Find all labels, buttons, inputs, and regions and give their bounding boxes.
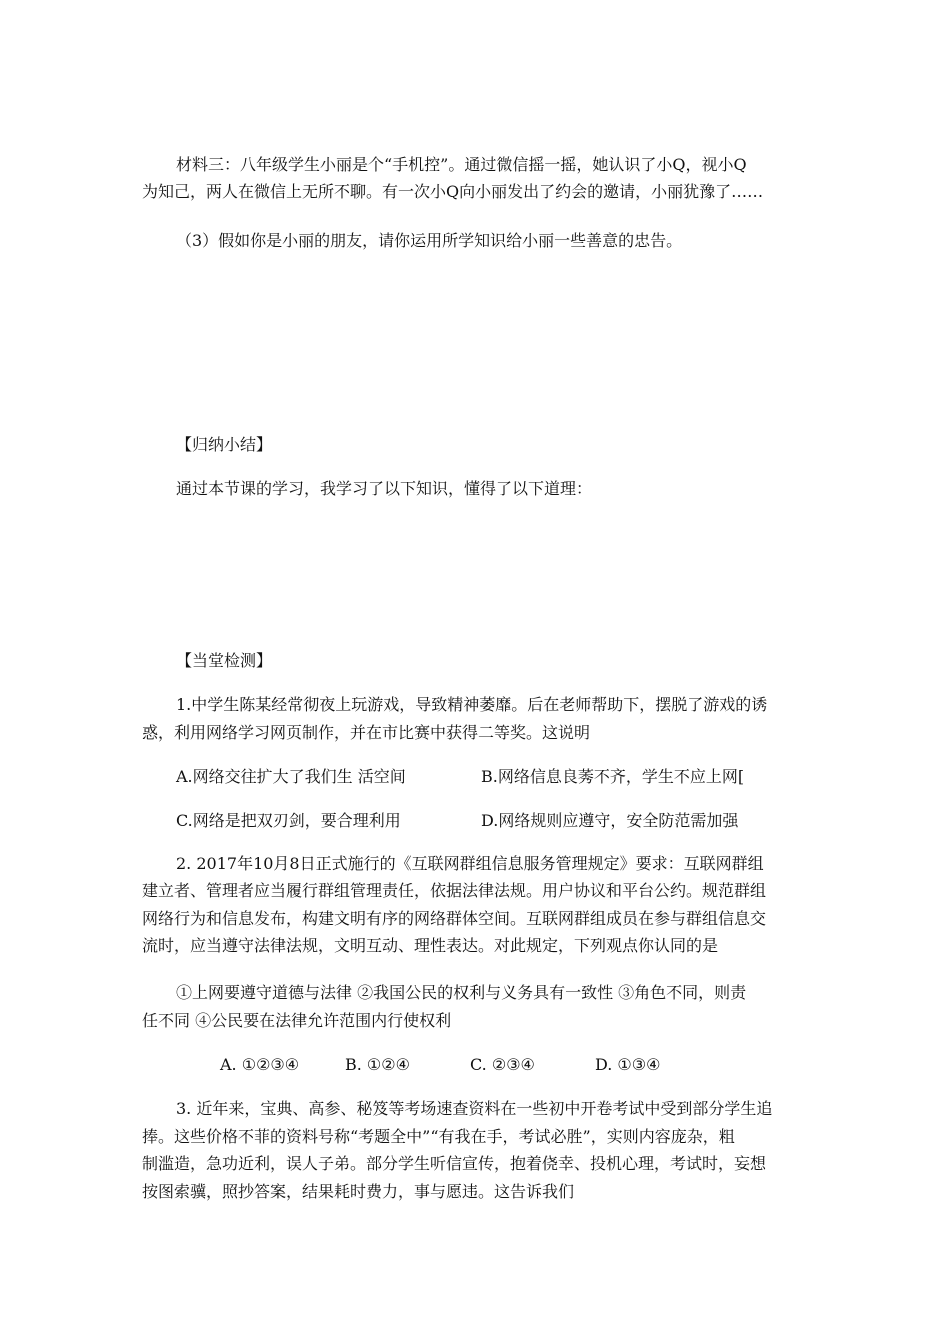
q2-option-a: A. ①②③④: [220, 1055, 300, 1074]
q2-options: [220, 1054, 720, 1076]
q1-options-row1: [176, 766, 816, 788]
q1-option-c: C.网络是把双刃剑，要合理利用: [176, 811, 401, 830]
question3: （3）假如你是小丽的朋友，请你运用所学知识给小丽一些善意的忠告。: [176, 231, 683, 250]
q2-statements-line2: 任不同 ④公民要在法律允许范围内行使权利: [142, 1011, 452, 1030]
q2-line3: 网络行为和信息发布，构建文明有序的网络群体空间。互联网群组成员在参与群组信息交: [142, 909, 767, 928]
q3-line4: 按图索骥，照抄答案，结果耗时费力，事与愿违。这告诉我们: [142, 1182, 575, 1201]
q1-option-d: D.网络规则应遵守，安全防范需加强: [481, 811, 739, 830]
q1-line2: 惑，利用网络学习网页制作，并在市比赛中获得二等奖。这说明: [142, 723, 591, 742]
q2-line4: 流时，应当遵守法律法规，文明互动、理性表达。对此规定，下列观点你认同的是: [142, 936, 719, 955]
q3-line3: 制滥造，急功近利，误人子弟。部分学生听信宣传，抱着侥幸、投机心理，考试时，妄想: [142, 1154, 767, 1173]
q3-line2: 捧。这些价格不菲的资料号称“考题全中”“有我在手，考试必胜”，实则内容庞杂，粗: [142, 1127, 735, 1146]
q2-option-c: C. ②③④: [470, 1055, 535, 1074]
test-heading: 【当堂检测】: [176, 651, 273, 670]
q1-options-row2: [176, 810, 816, 832]
summary-heading: 【归纳小结】: [176, 435, 273, 454]
q1-option-a: A.网络交往扩大了我们生 活空间: [176, 767, 406, 786]
material3-line2: 为知己，两人在微信上无所不聊。有一次小Q向小丽发出了约会的邀请，小丽犹豫了……: [142, 182, 764, 201]
summary-text: 通过本节课的学习，我学习了以下知识，懂得了以下道理：: [176, 479, 593, 498]
q2-statements-line1: ①上网要遵守道德与法律 ②我国公民的权利与义务具有一致性 ③角色不同，则责: [176, 983, 747, 1002]
q3-line1: 3. 近年来，宝典、高参、秘笈等考场速查资料在一些初中开卷考试中受到部分学生追: [176, 1099, 773, 1118]
material3-line1: 材料三：八年级学生小丽是个“手机控”。通过微信摇一摇，她认识了小Q，视小Q: [176, 155, 747, 174]
q2-line2: 建立者、管理者应当履行群组管理责任，依据法律法规。用户协议和平台公约。规范群组: [142, 881, 767, 900]
q2-option-b: B. ①②④: [345, 1055, 410, 1074]
q1-line1: 1.中学生陈某经常彻夜上玩游戏，导致精神萎靡。后在老师帮助下，摆脱了游戏的诱: [176, 695, 768, 714]
q2-option-d: D. ①③④: [595, 1055, 661, 1074]
q1-option-b: B.网络信息良莠不齐，学生不应上网[: [481, 767, 745, 786]
q2-line1: 2. 2017年10月8日正式施行的《互联网群组信息服务管理规定》要求：互联网群组: [176, 854, 764, 873]
